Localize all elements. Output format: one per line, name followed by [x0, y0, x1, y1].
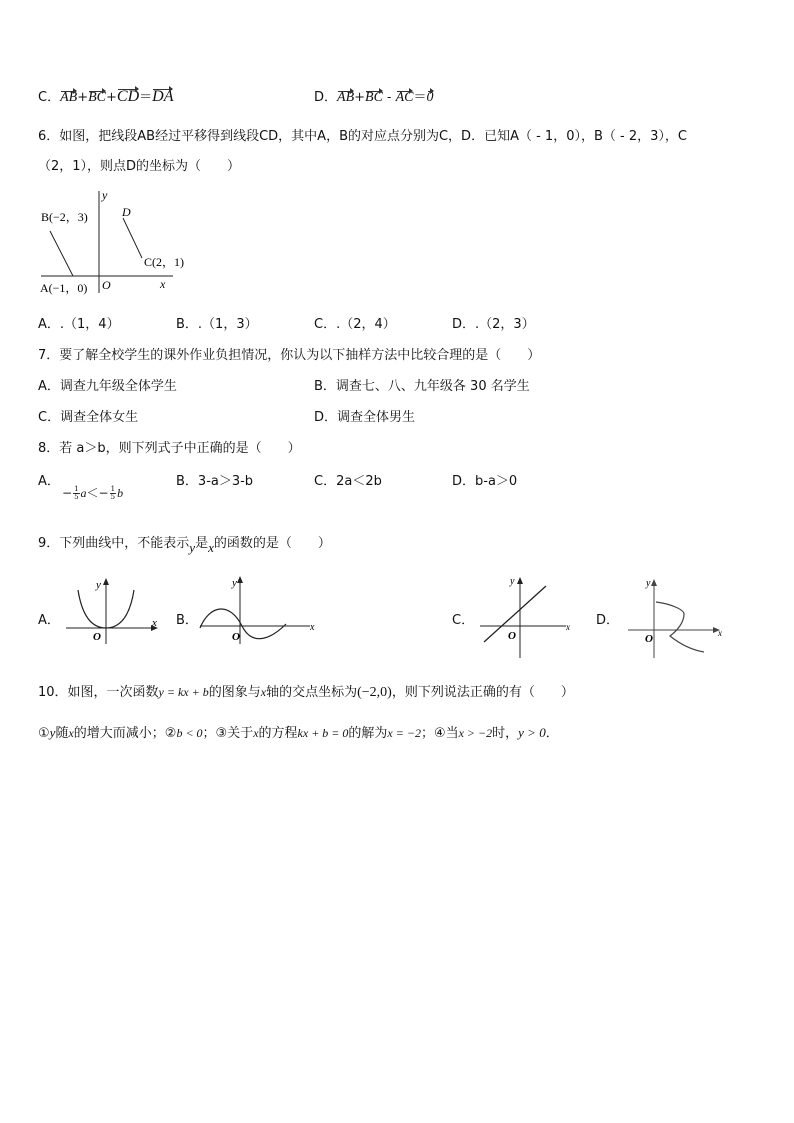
- q10-stem: 10．如图，一次函数y = kx + b的图象与x轴的交点坐标为(−2,0)，则下列说法正确的有（ ）: [38, 685, 574, 700]
- option-label: D．: [314, 90, 338, 105]
- q9-graph-d: [624, 574, 728, 660]
- minus-sign: -: [382, 90, 396, 105]
- plus-sign: +: [105, 90, 117, 105]
- q9-option-a-label: A．: [38, 613, 60, 628]
- segment-ab: [50, 231, 73, 276]
- label-x: x: [152, 617, 157, 629]
- q7-option-a: A．调查九年级全体学生: [38, 379, 177, 394]
- y-arrow: [651, 579, 657, 586]
- vector-da: DA: [152, 88, 174, 105]
- intersection-point: (−2,0): [357, 685, 392, 700]
- non-function-curve: [656, 602, 704, 652]
- q9-graph-c: [476, 574, 576, 660]
- q5-option-d: [314, 86, 434, 106]
- label-b: B(−2，3): [41, 210, 88, 224]
- q7-option-c: C．调查全体女生: [38, 410, 139, 425]
- q6-figure: [36, 185, 206, 300]
- q6-stem-line2: （2，1），则点D的坐标为（ ）: [38, 159, 241, 174]
- q8-option-d: D．b-a＞0: [452, 474, 518, 489]
- label-x: x: [566, 622, 570, 632]
- label-o: O: [232, 631, 240, 643]
- label-o: O: [93, 631, 101, 643]
- q10-statements: ①y随x的增大而减小；②b < 0；③关于x的方程kx + b = 0的解为x = −2；④当x > −2时，y > 0．: [38, 725, 559, 741]
- plus-sign: +: [77, 90, 89, 105]
- q9-stem: 9．下列曲线中，不能表示y是x的函数的是（ ）: [38, 536, 331, 555]
- label-y: y: [102, 188, 108, 202]
- label-x: x: [160, 277, 166, 291]
- q9-graph-b: [196, 574, 320, 646]
- q6-option-b: B．.（1，3）: [176, 317, 258, 332]
- equals-sign: ＝: [139, 90, 153, 105]
- q7-option-d: D．调查全体男生: [314, 410, 416, 425]
- label-y: y: [510, 576, 515, 587]
- q9-option-d-label: D．: [596, 613, 620, 628]
- q8-option-a-label: A．: [38, 474, 60, 489]
- label-x: x: [310, 622, 315, 633]
- zero-vector: 0: [426, 90, 434, 105]
- q6-option-a: A．.（1，4）: [38, 317, 120, 332]
- vector-ab: AB: [337, 90, 355, 105]
- q6-option-d: D．.（2，3）: [452, 317, 535, 332]
- label-c: C(2，1): [144, 255, 184, 269]
- label-d: D: [122, 205, 131, 219]
- q9-graph-a: [62, 576, 162, 646]
- q9-option-b-label: B．: [176, 613, 198, 628]
- wave-curve: [200, 609, 286, 639]
- q7-stem: 7．要了解全校学生的课外作业负担情况，你认为以下抽样方法中比较合理的是（ ）: [38, 348, 541, 363]
- vector-bc: BC: [88, 90, 106, 105]
- label-x: x: [718, 628, 722, 638]
- q6-option-c: C．.（2，4）: [314, 317, 396, 332]
- plus-sign: +: [354, 90, 366, 105]
- segment-cd: [123, 218, 142, 258]
- function-expression: y = kx + b: [158, 685, 209, 699]
- q8-option-c: C．2a＜2b: [314, 474, 382, 489]
- q8-option-a-expr: − $\frac{1}{5}$ a＜− $\frac{1}{5}$ b: [62, 485, 124, 501]
- option-label: C．: [38, 90, 61, 105]
- fraction: $\frac{1}{5}$: [74, 485, 79, 501]
- y-arrow: [237, 576, 243, 583]
- label-o: O: [102, 278, 111, 292]
- label-a: A(−1，0): [40, 281, 88, 295]
- vector-bc: BC: [365, 90, 383, 105]
- y-arrow: [517, 577, 523, 584]
- label-y: y: [96, 579, 101, 591]
- q7-option-b: B．调查七、八、九年级各 30 名学生: [314, 379, 530, 394]
- vector-ab: AB: [60, 90, 78, 105]
- vector-ac: AC: [395, 90, 414, 105]
- label-y: y: [232, 577, 237, 589]
- q6-stem-line1: 6．如图，把线段AB经过平移得到线段CD，其中A，B的对应点分别为C，D．已知A（ - 1，0），B（ - 2，3），C: [38, 129, 687, 144]
- q8-option-b: B．3-a＞3-b: [176, 474, 254, 489]
- q9-option-c-label: C．: [452, 613, 475, 628]
- fraction: $\frac{1}{5}$: [110, 485, 116, 501]
- label-y: y: [646, 578, 651, 589]
- q8-stem: 8．若 a＞b，则下列式子中正确的是（ ）: [38, 441, 301, 456]
- label-o: O: [508, 630, 516, 642]
- q5-option-c: [38, 86, 173, 106]
- y-arrow: [103, 578, 109, 585]
- vector-cd: CD: [116, 88, 140, 105]
- equals-sign: ＝: [413, 90, 427, 105]
- label-o: O: [645, 633, 653, 645]
